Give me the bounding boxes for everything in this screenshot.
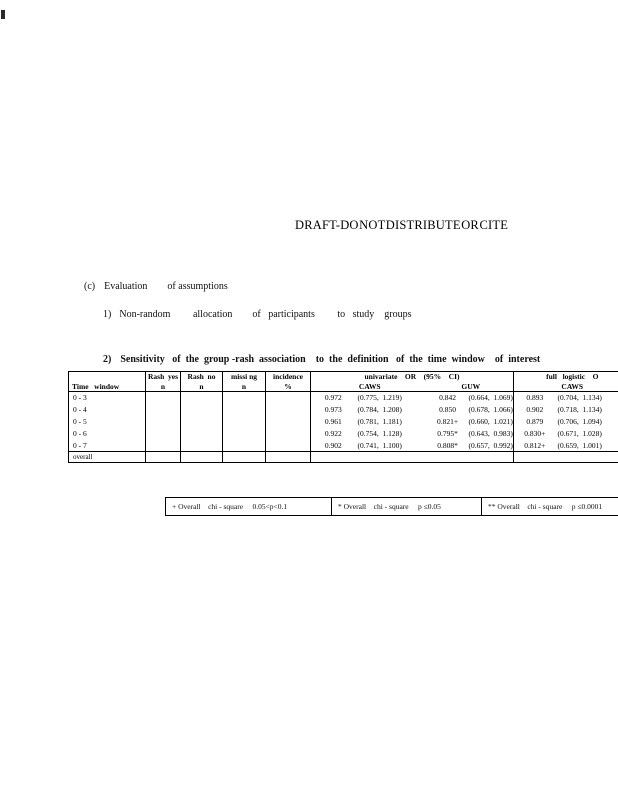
guw-or-cell: 0.850 (439, 404, 456, 414)
footnote-plus: + Overall chi - square 0.05<p<0.1 (172, 502, 288, 511)
sensitivity-table (68, 371, 618, 463)
table-header-row-2 (69, 382, 618, 392)
guw-or-cell: 0.821+ (436, 416, 459, 426)
full-ci-cell: (0.718, 1.134) (557, 404, 602, 414)
guw-ci-cell: (0.643, 0.983) (468, 428, 513, 438)
section-c (84, 281, 228, 292)
table-overall-row (69, 452, 618, 463)
time-window-cell: 0 - 4 (69, 404, 146, 416)
full-or-cell: 0.830+ (514, 428, 556, 440)
time-window-cell: 0 - 6 (69, 428, 146, 440)
header-caws-full: CAWS (514, 382, 618, 392)
item-2-text: Sensitivity of the group -rash association to the definition of the time window of interest (120, 354, 541, 365)
header-guw: GUW (429, 382, 514, 392)
table-row (69, 404, 618, 416)
header-time-window: Time window (69, 382, 146, 392)
header-blank-cell (69, 372, 146, 382)
full-or-cell: 0.902 (514, 404, 556, 416)
guw-or-cell: 0.795* (437, 428, 458, 438)
header-missing: missi ng (223, 372, 266, 382)
scan-artifact (1, 10, 5, 19)
sensitivity-table-wrap (68, 371, 618, 463)
header-caws: CAWS (311, 382, 429, 392)
full-ci-cell: (0.659, 1.001) (557, 440, 602, 450)
caws-ci-cell: (0.754, 1.128) (357, 428, 402, 438)
caws-ci-cell: (0.784, 1.208) (357, 404, 402, 414)
full-or-cell: 0.893 (514, 392, 556, 404)
header-n-1: n (146, 382, 181, 392)
table-row (69, 392, 618, 404)
table-header-row-1 (69, 372, 618, 382)
header-rash-no: Rash no (181, 372, 223, 382)
guw-or-cell: 0.808* (437, 440, 458, 450)
draft-watermark: DRAFT-DO NOT DISTRIBUTE OR CITE (295, 218, 509, 232)
item-1-text: Non-random allocation of participants to study groups (119, 309, 412, 320)
table-row (69, 416, 618, 428)
time-window-cell: 0 - 3 (69, 392, 146, 404)
guw-ci-cell: (0.660, 1.021) (468, 416, 513, 426)
header-n-3: n (223, 382, 266, 392)
footnote-bar (165, 497, 618, 516)
caws-or-cell: 0.961 (311, 416, 356, 428)
caws-ci-cell: (0.741, 1.100) (357, 440, 402, 450)
full-or-cell: 0.812+ (514, 440, 556, 452)
guw-or-cell: 0.842 (439, 393, 456, 402)
section-c-text: Evaluation of assumptions (104, 281, 228, 292)
table-row (69, 428, 618, 440)
guw-ci-cell: (0.664, 1.069) (468, 393, 513, 402)
header-n-2: n (181, 382, 223, 392)
footnote-star: * Overall chi - square p ≤0.05 (331, 498, 481, 515)
header-percent: % (266, 382, 311, 392)
time-window-cell: 0 - 7 (69, 440, 146, 452)
item-2-label: 2) (103, 354, 112, 365)
guw-ci-cell: (0.678, 1.066) (468, 404, 513, 414)
numbered-item-2 (103, 354, 540, 365)
caws-or-cell: 0.902 (311, 440, 356, 452)
full-or-cell: 0.879 (514, 416, 556, 428)
header-full-logistic: full logistic O (514, 372, 618, 382)
time-window-cell: 0 - 5 (69, 416, 146, 428)
caws-or-cell: 0.922 (311, 428, 356, 440)
table-row (69, 440, 618, 452)
full-ci-cell: (0.671, 1.028) (557, 428, 602, 438)
item-1-label: 1) (103, 309, 112, 320)
guw-ci-cell: (0.657, 0.992) (468, 440, 513, 450)
full-ci-cell: (0.704, 1.134) (557, 393, 602, 402)
header-incidence: incidence (266, 372, 311, 382)
caws-ci-cell: (0.775, 1.219) (357, 393, 402, 402)
numbered-item-1 (103, 309, 412, 320)
overall-label-cell: overall (69, 452, 146, 463)
footnote-double-star: ** Overall chi - square p ≤0.0001 (481, 498, 618, 515)
header-univariate-or: univariate OR (95% CI) (311, 372, 514, 382)
caws-or-cell: 0.973 (311, 404, 356, 416)
full-ci-cell: (0.706, 1.094) (557, 416, 602, 426)
section-c-label: (c) (84, 281, 96, 292)
header-rash-yes: Rash yes (146, 372, 181, 382)
caws-or-cell: 0.972 (311, 392, 356, 404)
caws-ci-cell: (0.781, 1.181) (357, 416, 402, 426)
